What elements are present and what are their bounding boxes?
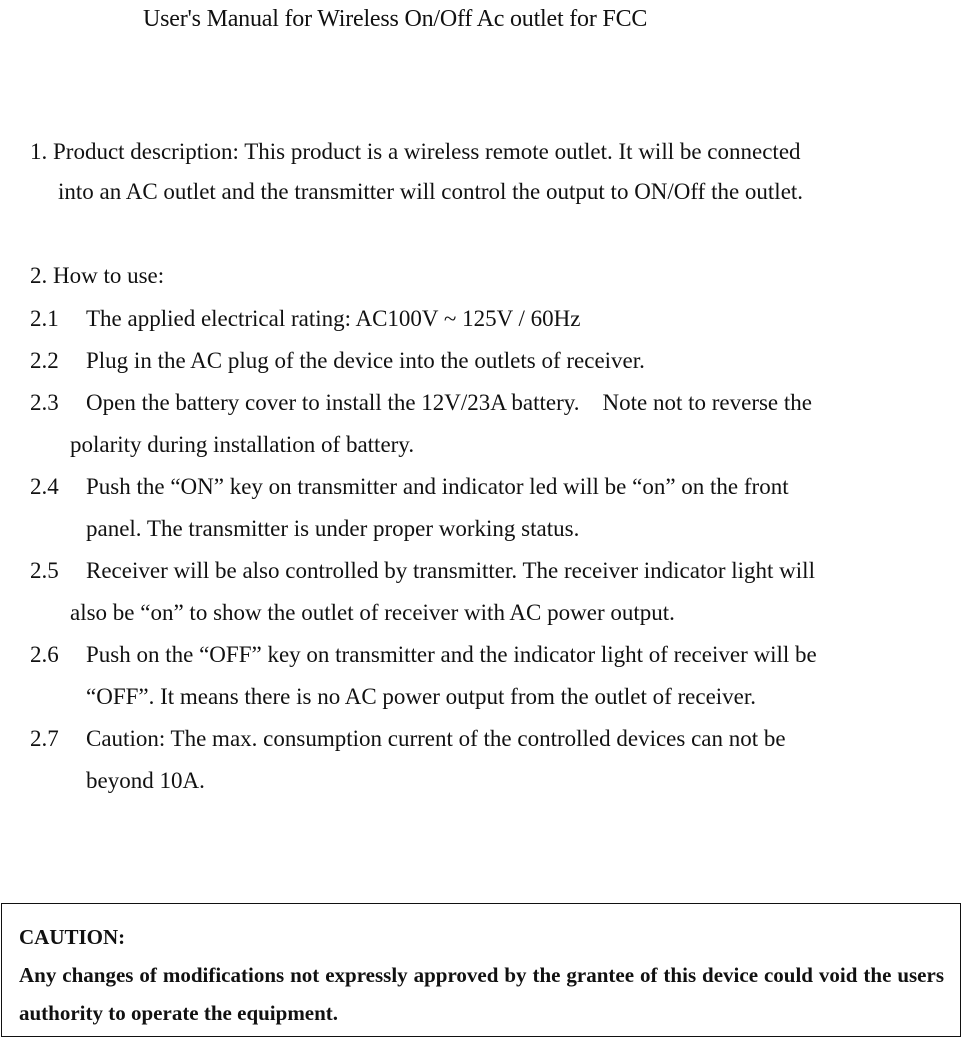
product-description-line-2: into an AC outlet and the transmitter will control the output to ON/Off the outlet. xyxy=(58,179,804,204)
step-text-continued: also be “on” to show the outlet of receiver with AC power output. xyxy=(70,600,675,625)
caution-title: CAUTION: xyxy=(19,925,126,949)
step-2-2 xyxy=(30,340,962,382)
step-text: Plug in the AC plug of the device into the outlets of receiver. xyxy=(86,348,645,373)
document-title: User's Manual for Wireless On/Off Ac outlet for FCC xyxy=(143,6,648,32)
product-description-line-1: 1. Product description: This product is a wireless remote outlet. It will be connected xyxy=(30,139,801,164)
step-text: Push the “ON” key on transmitter and indicator led will be “on” on the front xyxy=(86,474,789,499)
step-number: 2.4 xyxy=(30,474,59,499)
step-text: The applied electrical rating: AC100V ~ 125V / 60Hz xyxy=(86,306,581,331)
caution-body: Any changes of modifications not expressly approved by the grantee of this device could void the users authority to operate the equipment. xyxy=(19,963,944,1025)
step-text-continued: “OFF”. It means there is no AC power output from the outlet of receiver. xyxy=(86,684,757,709)
step-text-continued: beyond 10A. xyxy=(86,768,205,793)
step-2-6 xyxy=(30,634,962,718)
step-2-7 xyxy=(30,718,962,802)
step-text: Caution: The max. consumption current of the controlled devices can not be xyxy=(86,726,786,751)
step-number: 2.3 xyxy=(30,390,59,415)
step-number: 2.7 xyxy=(30,726,59,751)
step-text-continued: polarity during installation of battery. xyxy=(70,432,415,457)
product-description xyxy=(30,132,960,212)
step-text: Push on the “OFF” key on transmitter and the indicator light of receiver will be xyxy=(86,642,817,667)
step-number: 2.5 xyxy=(30,558,59,583)
step-text-continued: panel. The transmitter is under proper working status. xyxy=(86,516,580,541)
step-number: 2.1 xyxy=(30,306,59,331)
how-to-use-heading: 2. How to use: xyxy=(30,263,165,288)
step-number: 2.2 xyxy=(30,348,59,373)
step-text: Open the battery cover to install the 12V/23A battery. Note not to reverse the xyxy=(86,390,812,415)
step-text: Receiver will be also controlled by transmitter. The receiver indicator light will xyxy=(86,558,815,583)
step-number: 2.6 xyxy=(30,642,59,667)
step-2-3 xyxy=(30,382,962,466)
step-2-5 xyxy=(30,550,962,634)
step-2-1 xyxy=(30,298,962,340)
step-2-4 xyxy=(30,466,962,550)
caution-box xyxy=(1,903,961,1037)
how-to-use-section xyxy=(30,256,962,802)
